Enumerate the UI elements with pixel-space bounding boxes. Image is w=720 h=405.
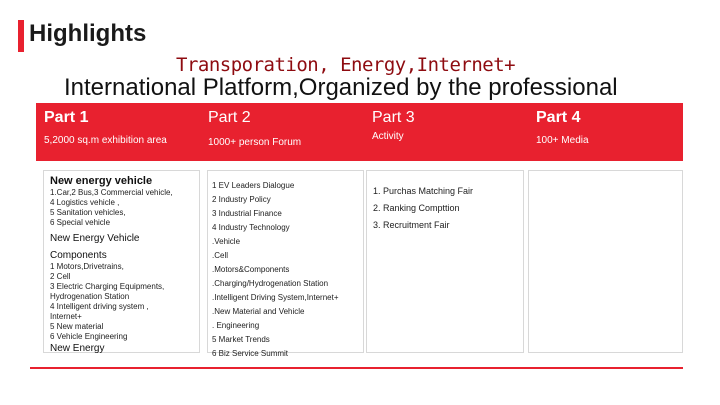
part-1-header (36, 103, 200, 161)
list-item: .Intelligent Driving System,Internet+ (212, 293, 339, 302)
list-item: .Charging/Hydrogenation Station (212, 279, 329, 288)
page-subtitle: Transporation, Energy,Internet+ (176, 54, 516, 76)
part-3-content (366, 170, 524, 353)
list-item: 5 New material (50, 322, 104, 331)
part-title: Part 4 (536, 109, 581, 126)
accent-bar (18, 20, 24, 52)
list-item: Hydrogenation Station (50, 292, 130, 301)
bottom-divider (30, 367, 683, 369)
list-item: 6 Special vehicle (50, 218, 111, 227)
list-item: 5 Sanitation vehicles, (50, 208, 126, 217)
section-label: New Energy (50, 343, 105, 354)
part-2-content (207, 170, 364, 358)
list-item: 1.Car,2 Bus,3 Commercial vehicle, (50, 188, 173, 197)
list-item: . Engineering (212, 321, 260, 330)
list-item: 6 Vehicle Engineering (50, 332, 128, 341)
section-heading: New energy vehicle (50, 175, 153, 187)
headline: International Platform,Organized by the professional (64, 74, 618, 101)
part-desc: 5,2000 sq.m exhibition area (44, 135, 167, 146)
list-item: 4 Industry Technology (212, 223, 290, 232)
section-label: New Energy Vehicle (50, 233, 140, 244)
list-item: Internet+ (50, 312, 82, 321)
list-item: 5 Market Trends (212, 335, 270, 344)
list-item: 3 Industrial Finance (212, 209, 282, 218)
list-item: 6 Biz Service Summit (212, 349, 289, 358)
part-3-header (364, 103, 528, 161)
list-item: 3 Electric Charging Equipments, (50, 282, 165, 291)
part-desc: 1000+ person Forum (208, 137, 302, 148)
list-item: 1. Purchas Matching Fair (373, 186, 474, 196)
part-title: Part 1 (44, 109, 89, 126)
part-4-content (528, 170, 683, 353)
page-title: Highlights (29, 20, 147, 47)
list-item: 2 Industry Policy (212, 195, 271, 204)
part-desc: Activity (372, 131, 404, 142)
list-item: .Vehicle (212, 237, 241, 246)
list-item: 4 Logistics vehicle , (50, 198, 120, 207)
list-item: 1 EV Leaders Dialogue (212, 181, 295, 190)
part-title: Part 3 (372, 109, 415, 126)
list-item: 2. Ranking Compttion (373, 203, 460, 213)
list-item: .New Material and Vehicle (212, 307, 305, 316)
part-title: Part 2 (208, 109, 251, 126)
list-item: 2 Cell (50, 272, 71, 281)
part-2-header (200, 103, 364, 161)
list-item: 1 Motors,Drivetrains, (50, 262, 124, 271)
part-1-content (43, 170, 200, 353)
list-item: .Cell (212, 251, 229, 260)
part-4-header (528, 103, 683, 161)
section-label: Components (50, 250, 107, 261)
list-item: .Motors&Components (212, 265, 290, 274)
list-item: 3. Recruitment Fair (373, 220, 450, 230)
list-item: 4 Intelligent driving system , (50, 302, 149, 311)
part-desc: 100+ Media (536, 135, 589, 146)
